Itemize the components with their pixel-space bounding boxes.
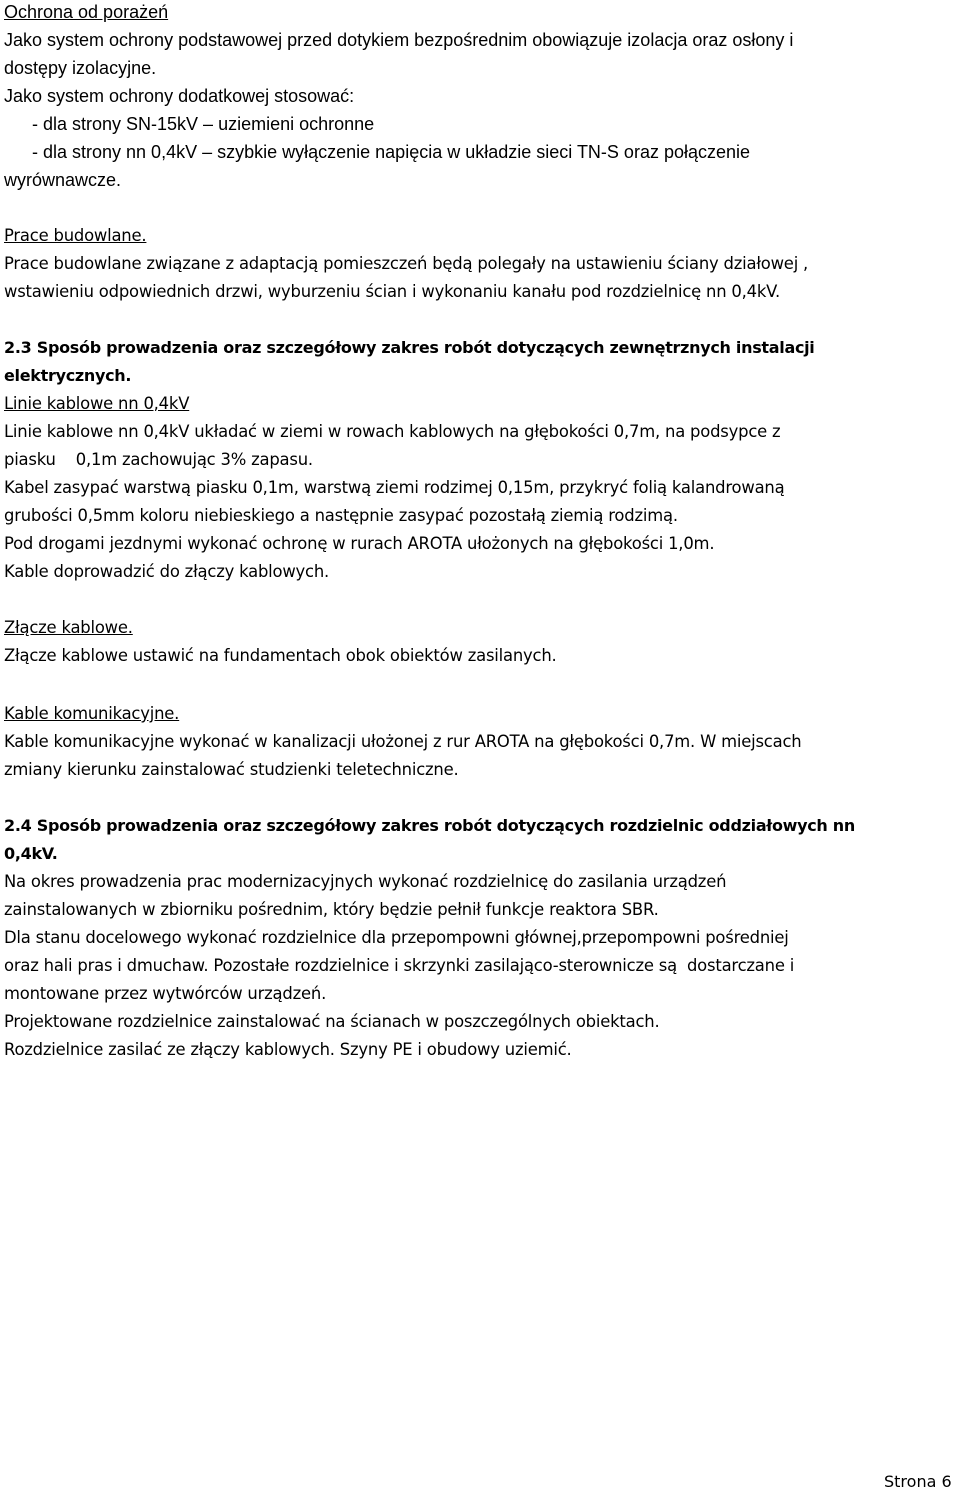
section-heading-2-3-cont: elektrycznych. xyxy=(4,366,132,385)
heading-prace-budowlane: Prace budowlane. xyxy=(4,226,147,245)
heading-linie-kablowe: Linie kablowe nn 0,4kV xyxy=(4,394,190,413)
text-line: Jako system ochrony dodatkowej stosować: xyxy=(4,86,355,106)
text-line: montowane przez wytwórców urządzeń. xyxy=(4,984,327,1003)
text-line: wstawieniu odpowiednich drzwi, wyburzeniu ścian i wykonaniu kanału pod rozdzielnicę nn 0,4kV. xyxy=(4,282,781,301)
text-line: Projektowane rozdzielnice zainstalować na ścianach w poszczególnych obiektach. xyxy=(4,1012,660,1031)
heading-zlacze-kablowe: Złącze kablowe. xyxy=(4,618,133,637)
text-line: Złącze kablowe ustawić na fundamentach obok obiektów zasilanych. xyxy=(4,646,557,665)
heading-ochrona-od-porazen: Ochrona od porażeń xyxy=(4,2,169,22)
text-line: Jako system ochrony podstawowej przed dotykiem bezpośrednim obowiązuje izolacja oraz osłony i xyxy=(4,30,794,50)
text-line-indented: - dla strony nn 0,4kV – szybkie wyłączenie napięcia w układzie sieci TN-S oraz połączenie xyxy=(32,142,751,162)
text-line: Kabel zasypać warstwą piasku 0,1m, warstwą ziemi rodzimej 0,15m, przykryć folią kalandrowaną xyxy=(4,478,785,497)
text-line: piasku 0,1m zachowując 3% zapasu. xyxy=(4,450,313,469)
section-heading-2-4-cont: 0,4kV. xyxy=(4,844,58,863)
section-heading-2-3: 2.3 Sposób prowadzenia oraz szczegółowy zakres robót dotyczących zewnętrznych instalacji xyxy=(4,338,815,357)
text-line: Linie kablowe nn 0,4kV układać w ziemi w rowach kablowych na głębokości 0,7m, na podsypce z xyxy=(4,422,781,441)
text-line: Kable komunikacyjne wykonać w kanalizacji ułożonej z rur AROTA na głębokości 0,7m. W miejscach xyxy=(4,732,802,751)
text-line: wyrównawcze. xyxy=(4,170,122,190)
text-line: dostępy izolacyjne. xyxy=(4,58,157,78)
section-heading-2-4: 2.4 Sposób prowadzenia oraz szczegółowy zakres robót dotyczących rozdzielnic oddziałowych nn xyxy=(4,816,855,835)
text-line: Rozdzielnice zasilać ze złączy kablowych. Szyny PE i obudowy uziemić. xyxy=(4,1040,572,1059)
page-number: Strona 6 xyxy=(884,1472,952,1491)
text-line: zainstalowanych w zbiorniku pośrednim, który będzie pełnił funkcje reaktora SBR. xyxy=(4,900,659,919)
text-line: Kable doprowadzić do złączy kablowych. xyxy=(4,562,330,581)
heading-kable-komunikacyjne: Kable komunikacyjne. xyxy=(4,704,180,723)
text-line: zmiany kierunku zainstalować studzienki teletechniczne. xyxy=(4,760,459,779)
text-line: Dla stanu docelowego wykonać rozdzielnice dla przepompowni głównej,przepompowni pośredniej xyxy=(4,928,789,947)
text-line: grubości 0,5mm koloru niebieskiego a następnie zasypać pozostałą ziemią rodzimą. xyxy=(4,506,678,525)
text-line-indented: - dla strony SN-15kV – uziemieni ochronne xyxy=(32,114,375,134)
text-line: Pod drogami jezdnymi wykonać ochronę w rurach AROTA ułożonych na głębokości 1,0m. xyxy=(4,534,715,553)
text-line: oraz hali pras i dmuchaw. Pozostałe rozdzielnice i skrzynki zasilająco-sterownicze są dostarczane i xyxy=(4,956,795,975)
text-line: Prace budowlane związane z adaptacją pomieszczeń będą polegały na ustawieniu ściany działowej , xyxy=(4,254,809,273)
text-line: Na okres prowadzenia prac modernizacyjnych wykonać rozdzielnicę do zasilania urządzeń xyxy=(4,872,727,891)
